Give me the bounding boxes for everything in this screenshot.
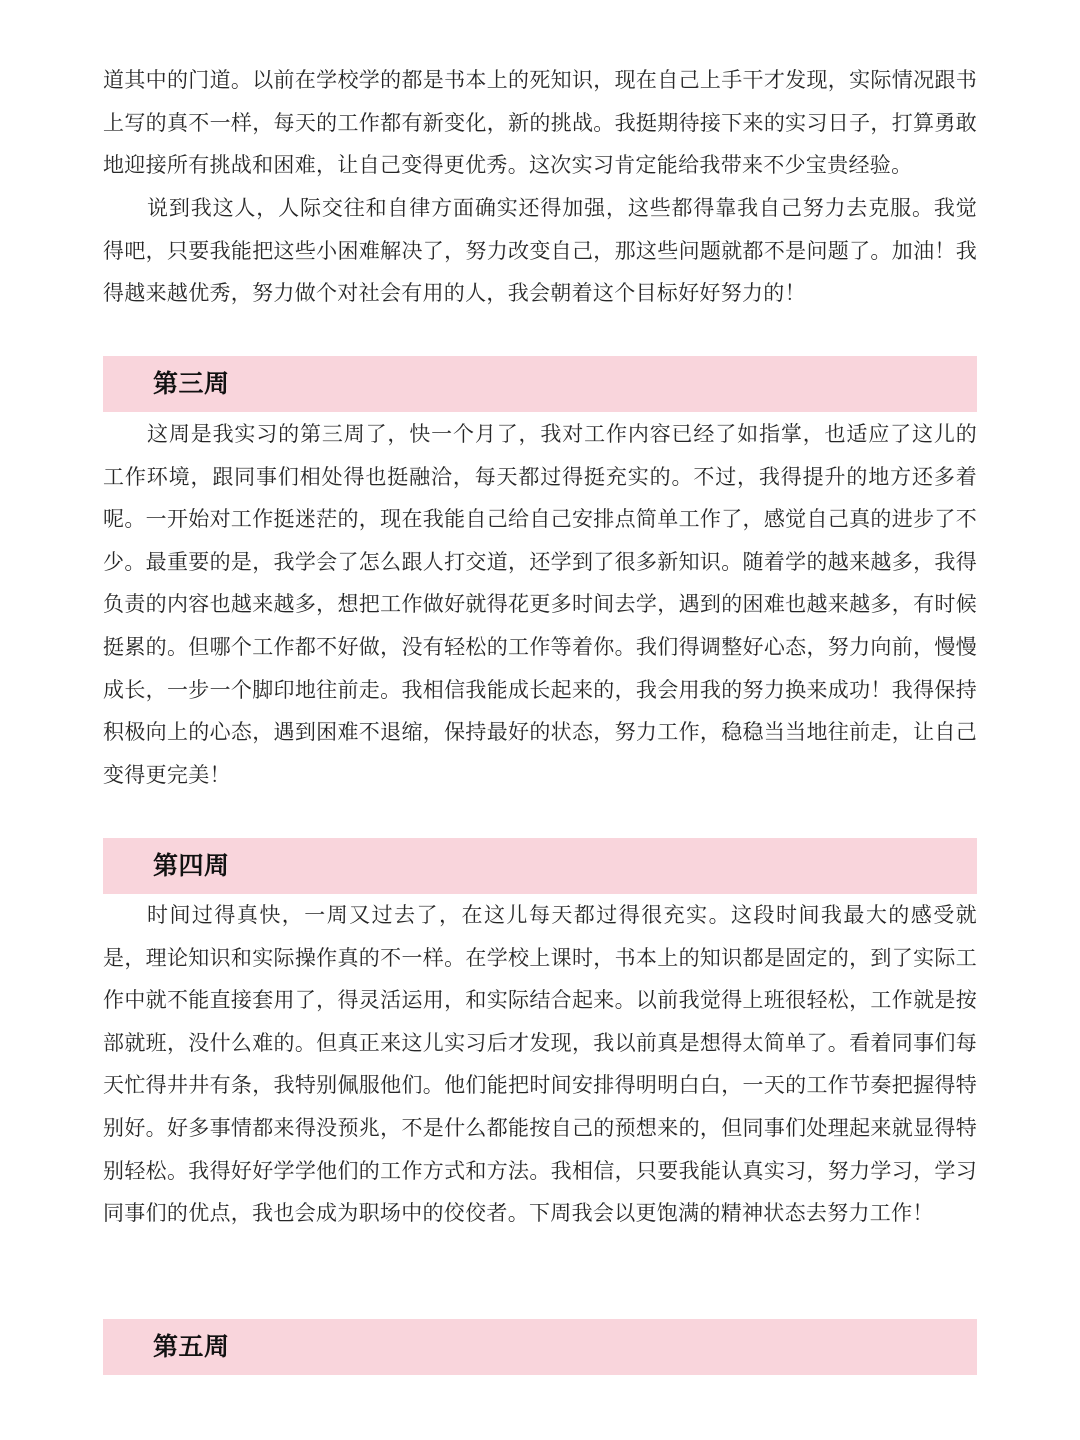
intro-paragraph-1: 道其中的门道。以前在学校学的都是书本上的死知识，现在自己上手干才发现，实际情况跟书上写的真不一样，每天的工作都有新变化，新的挑战。我挺期待接下来的实习日子，打算勇敢地迎接所有挑战和困难，让自己变得更优秀。这次实习肯定能给我带来不少宝贵经验。 [103,68,977,178]
section-body-week-4: 时间过得真快，一周又过去了，在这儿每天都过得很充实。这段时间我最大的感受就是，理论知识和实际操作真的不一样。在学校上课时，书本上的知识都是固定的，到了实际工作中就不能直接套用了，得灵活运用，和实际结合起来。以前我觉得上班很轻松，工作就是按部就班，没什么难的。但真正来这儿实习后才发现，我以前真是想得太简单了。看着同事们每天忙得井井有条，我特别佩服他们。他们能把时间安排得明明白白，一天的工作节奏把握得特别好。好多事情都来得没预兆，不是什么都能按自己的预想来的，但同事们处理起来就显得特别轻松。我得好好学学他们的工作方式和方法。我相信，只要我能认真实习，努力学习，学习同事们的优点，我也会成为职场中的佼佼者。下周我会以更饱满的精神状态去努力工作！ [103,903,977,1226]
section-title: 第三周 [153,369,230,398]
section-title: 第四周 [153,851,230,880]
section-heading-week-4 [103,838,977,894]
section-body-week-3: 这周是我实习的第三周了，快一个月了，我对工作内容已经了如指掌，也适应了这儿的工作环境，跟同事们相处得也挺融洽，每天都过得挺充实的。不过，我得提升的地方还多着呢。一开始对工作挺迷茫的，现在我能自己给自己安排点简单工作了，感觉自己真的进步了不少。最重要的是，我学会了怎么跟人打交道，还学到了很多新知识。随着学的越来越多，我得负责的内容也越来越多，想把工作做好就得花更多时间去学，遇到的困难也越来越多，有时候挺累的。但哪个工作都不好做，没有轻松的工作等着你。我们得调整好心态，努力向前，慢慢成长，一步一个脚印地往前走。我相信我能成长起来的，我会用我的努力换来成功！我得保持积极向上的心态，遇到困难不退缩，保持最好的状态，努力工作，稳稳当当地往前走，让自己变得更完美！ [103,422,977,787]
section-title: 第五周 [153,1332,230,1361]
section-heading-week-5 [103,1319,977,1375]
section-heading-week-3 [103,356,977,412]
intro-paragraph-2: 说到我这人，人际交往和自律方面确实还得加强，这些都得靠我自己努力去克服。我觉得吧，只要我能把这些小困难解决了，努力改变自己，那这些问题就都不是问题了。加油！我得越来越优秀，努力做个对社会有用的人，我会朝着这个目标好好努力的！ [103,196,977,306]
